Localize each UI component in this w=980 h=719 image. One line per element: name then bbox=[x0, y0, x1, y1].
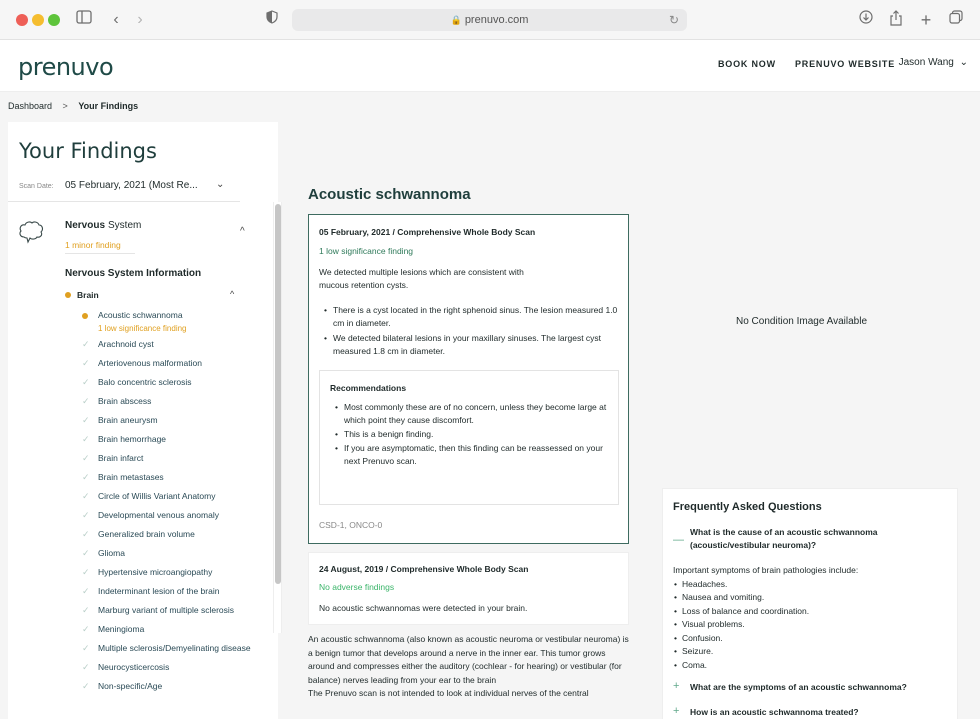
new-tab-icon[interactable]: + bbox=[920, 10, 932, 30]
check-icon: ✓ bbox=[82, 681, 90, 691]
scrollbar-thumb[interactable] bbox=[275, 204, 281, 584]
url-text: prenuvo.com bbox=[464, 14, 529, 26]
scan-heading: 24 August, 2019 / Comprehensive Whole Body Scan bbox=[319, 564, 529, 574]
check-icon: ✓ bbox=[82, 396, 90, 406]
divider bbox=[8, 201, 240, 202]
faq-question-text: What is the cause of an acoustic schwannoma (acoustic/vestibular neuroma)? bbox=[690, 527, 878, 550]
recommendations-title: Recommendations bbox=[330, 383, 407, 393]
main-content bbox=[0, 122, 980, 719]
finding-label: Brain metastases bbox=[98, 472, 164, 482]
check-icon: ✓ bbox=[82, 377, 90, 387]
current-scan-card bbox=[308, 214, 629, 544]
list-item: • This is a benign finding. bbox=[330, 428, 615, 441]
faq-answer bbox=[673, 564, 943, 672]
brain-icon bbox=[18, 220, 44, 244]
about-paragraph: An acoustic schwannoma (also known as acoustic neuroma or vestibular neuroma) is a benign tumor that develops around a nerve in the inner ear. This tumor grows around and compresses either the auditory (cochlear - for hearing) or vestibular (for balance) nerves leading from your ear to the brain bbox=[308, 634, 629, 685]
zoom-window-button[interactable] bbox=[48, 14, 60, 26]
system-info-heading[interactable]: Nervous System Information bbox=[65, 268, 202, 279]
no-image-placeholder: No Condition Image Available bbox=[736, 316, 868, 327]
status-dot bbox=[65, 292, 71, 298]
finding-item[interactable] bbox=[82, 309, 252, 335]
address-bar[interactable] bbox=[292, 9, 687, 31]
finding-item[interactable] bbox=[82, 604, 252, 617]
check-icon: ✓ bbox=[82, 529, 90, 539]
faq-question-symptoms[interactable] bbox=[673, 681, 943, 694]
finding-item[interactable] bbox=[82, 680, 252, 693]
check-icon: ✓ bbox=[82, 624, 90, 634]
finding-item[interactable] bbox=[82, 357, 252, 370]
expand-icon[interactable]: + bbox=[673, 705, 680, 717]
finding-codes: CSD-1, ONCO-0 bbox=[319, 520, 383, 530]
condition-title: Acoustic schwannoma bbox=[308, 186, 471, 203]
list-item: • Coma. bbox=[673, 659, 943, 673]
finding-label: Glioma bbox=[98, 548, 125, 558]
finding-item[interactable] bbox=[82, 338, 252, 351]
breadcrumb-current: Your Findings bbox=[78, 101, 139, 111]
recommendations-list bbox=[330, 401, 615, 469]
finding-label: Circle of Willis Variant Anatomy bbox=[98, 491, 216, 501]
finding-item[interactable] bbox=[82, 376, 252, 389]
tab-overview-icon[interactable] bbox=[946, 10, 966, 30]
previous-scan-card bbox=[308, 552, 629, 625]
previous-scan-text: No acoustic schwannomas were detected in your brain. bbox=[319, 603, 528, 613]
finding-label: Neurocysticercosis bbox=[98, 662, 170, 672]
check-icon: ✓ bbox=[82, 434, 90, 444]
list-item: • Headaches. bbox=[673, 578, 943, 592]
lock-icon: 🔒 bbox=[450, 15, 462, 25]
finding-item[interactable] bbox=[82, 642, 252, 655]
finding-item[interactable] bbox=[82, 414, 252, 427]
sidebar-toggle-icon[interactable] bbox=[74, 10, 94, 30]
prenuvo-logo[interactable]: prenuvo bbox=[18, 53, 114, 81]
finding-item[interactable] bbox=[82, 452, 252, 465]
privacy-shield-icon[interactable] bbox=[262, 10, 282, 30]
status-dot bbox=[82, 313, 88, 319]
finding-item[interactable] bbox=[82, 395, 252, 408]
faq-question-cause[interactable] bbox=[673, 526, 943, 552]
finding-label: Brain aneurysm bbox=[98, 415, 158, 425]
nervous-system-title[interactable] bbox=[65, 220, 141, 231]
breadcrumb-dashboard[interactable]: Dashboard bbox=[8, 101, 53, 111]
reload-icon[interactable]: ↻ bbox=[668, 13, 679, 27]
chevron-up-icon[interactable]: ^ bbox=[230, 289, 235, 299]
recommendations-box bbox=[319, 370, 619, 505]
finding-item[interactable] bbox=[82, 623, 252, 636]
list-item: • If you are asymptomatic, then this finding can be reassessed on your next Prenuvo scan. bbox=[330, 442, 615, 468]
check-icon: ✓ bbox=[82, 510, 90, 520]
finding-label: Brain abscess bbox=[98, 396, 152, 406]
check-icon: ✓ bbox=[82, 548, 90, 558]
no-adverse-label: No adverse findings bbox=[319, 582, 395, 592]
finding-label: Acoustic schwannoma bbox=[98, 310, 183, 320]
finding-details bbox=[319, 304, 624, 360]
list-item: • Most commonly these are of no concern, unless they become large at which point they cause discomfort. bbox=[330, 401, 615, 427]
finding-item[interactable] bbox=[82, 566, 252, 579]
finding-label: Indeterminant lesion of the brain bbox=[98, 586, 220, 596]
divider bbox=[65, 253, 135, 254]
faq-question-text: What are the symptoms of an acoustic schwannoma? bbox=[690, 682, 907, 692]
page-title: Your Findings bbox=[19, 139, 157, 163]
finding-label: Brain infarct bbox=[98, 453, 144, 463]
finding-item[interactable] bbox=[82, 509, 252, 522]
finding-label: Generalized brain volume bbox=[98, 529, 195, 539]
check-icon: ✓ bbox=[82, 586, 90, 596]
significance-label: 1 low significance finding bbox=[319, 246, 414, 256]
system-name-rest: System bbox=[108, 220, 142, 231]
scan-heading: 05 February, 2021 / Comprehensive Whole Body Scan bbox=[319, 227, 536, 237]
chevron-up-icon[interactable]: ^ bbox=[240, 226, 245, 237]
check-icon: ✓ bbox=[82, 662, 90, 672]
findings-sidebar bbox=[8, 122, 278, 719]
check-icon: ✓ bbox=[82, 415, 90, 425]
download-icon[interactable] bbox=[856, 10, 876, 30]
finding-label: Developmental venous anomaly bbox=[98, 510, 219, 520]
finding-item[interactable] bbox=[82, 490, 252, 503]
breadcrumb bbox=[8, 101, 138, 111]
scan-date-label: Scan Date: bbox=[19, 183, 54, 190]
check-icon: ✓ bbox=[82, 339, 90, 349]
expand-icon[interactable]: + bbox=[673, 680, 680, 692]
collapse-icon[interactable]: — bbox=[673, 534, 684, 546]
finding-item[interactable] bbox=[82, 471, 252, 484]
user-menu[interactable] bbox=[899, 57, 968, 68]
minor-finding-count: 1 minor finding bbox=[65, 240, 121, 250]
finding-label: Non-specific/Age bbox=[98, 681, 163, 691]
back-icon[interactable]: ‹ bbox=[113, 11, 119, 28]
system-name-bold: Nervous bbox=[65, 220, 106, 231]
finding-item[interactable] bbox=[82, 661, 252, 674]
browser-toolbar bbox=[0, 0, 980, 40]
finding-significance: 1 low significance finding bbox=[98, 324, 187, 333]
finding-description: We detected multiple lesions which are consistent with mucous retention cysts. bbox=[319, 267, 524, 290]
finding-item[interactable] bbox=[82, 528, 252, 541]
finding-label: Marburg variant of multiple sclerosis bbox=[98, 605, 235, 615]
check-icon: ✓ bbox=[82, 453, 90, 463]
finding-label: Meningioma bbox=[98, 624, 145, 634]
check-icon: ✓ bbox=[82, 567, 90, 577]
list-item: • Loss of balance and coordination. bbox=[673, 605, 943, 619]
faq-question-text: How is an acoustic schwannoma treated? bbox=[690, 707, 859, 717]
close-window-button[interactable] bbox=[16, 14, 28, 26]
condition-about bbox=[308, 633, 634, 701]
finding-label: Arteriovenous malformation bbox=[98, 358, 202, 368]
list-item: • There is a cyst located in the right sphenoid sinus. The lesion measured 1.0 cm in diameter. bbox=[319, 304, 624, 330]
check-icon: ✓ bbox=[82, 605, 90, 615]
finding-label: Balo concentric sclerosis bbox=[98, 377, 192, 387]
scan-date-select[interactable]: 05 February, 2021 (Most Re... bbox=[65, 180, 198, 191]
list-item: • Nausea and vomiting. bbox=[673, 591, 943, 605]
sidebar-scrollbar[interactable] bbox=[273, 202, 282, 633]
faq-question-treatment[interactable] bbox=[673, 706, 943, 719]
check-icon: ✓ bbox=[82, 472, 90, 482]
chevron-right-icon: > bbox=[62, 101, 68, 111]
faq-title: Frequently Asked Questions bbox=[673, 501, 822, 513]
list-item: • We detected bilateral lesions in your maxillary sinuses. The largest cyst measured 1.8 cm in diameter. bbox=[319, 332, 624, 358]
finding-label: Multiple sclerosis/Demyelinating disease bbox=[98, 643, 251, 653]
finding-item[interactable] bbox=[82, 433, 252, 446]
chevron-down-icon: ⌄ bbox=[959, 57, 968, 68]
share-icon[interactable] bbox=[886, 10, 906, 30]
finding-label: Hypertensive microangiopathy bbox=[98, 567, 213, 577]
prenuvo-website-link[interactable]: PRENUVO WEBSITE bbox=[795, 59, 896, 69]
findings-list bbox=[82, 309, 252, 699]
category-brain[interactable]: Brain bbox=[77, 290, 99, 300]
list-item: • Seizure. bbox=[673, 645, 943, 659]
about-paragraph: The Prenuvo scan is not intended to look at individual nerves of the central bbox=[308, 688, 589, 698]
chevron-down-icon[interactable]: ⌄ bbox=[216, 179, 225, 190]
forward-icon[interactable]: › bbox=[137, 11, 143, 28]
minimize-window-button[interactable] bbox=[32, 14, 44, 26]
site-header bbox=[0, 41, 980, 92]
finding-label: Arachnoid cyst bbox=[98, 339, 154, 349]
finding-item[interactable] bbox=[82, 547, 252, 560]
finding-label: Brain hemorrhage bbox=[98, 434, 167, 444]
faq-answer-intro: Important symptoms of brain pathologies include: bbox=[673, 565, 859, 575]
book-now-link[interactable]: BOOK NOW bbox=[718, 59, 776, 69]
faq-panel bbox=[662, 488, 958, 719]
list-item: • Confusion. bbox=[673, 632, 943, 646]
check-icon: ✓ bbox=[82, 491, 90, 501]
check-icon: ✓ bbox=[82, 643, 90, 653]
breadcrumb-bar bbox=[0, 92, 980, 122]
user-name: Jason Wang bbox=[898, 57, 954, 68]
check-icon: ✓ bbox=[82, 358, 90, 368]
finding-item[interactable] bbox=[82, 585, 252, 598]
list-item: • Visual problems. bbox=[673, 618, 943, 632]
